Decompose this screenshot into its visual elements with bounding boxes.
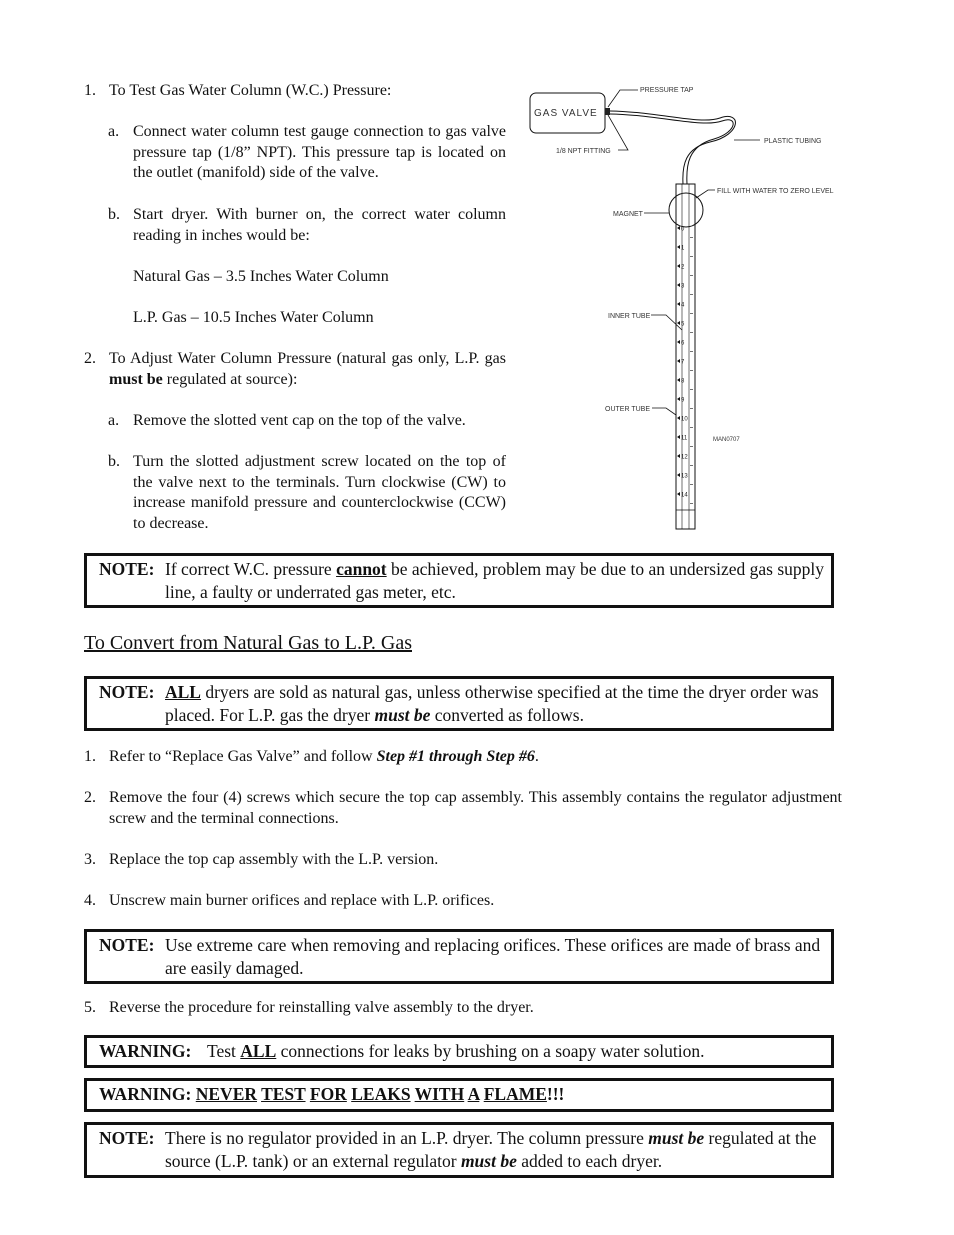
- step-text: Reverse the procedure for reinstalling valve assembly to the dryer.: [109, 999, 534, 1016]
- substep-label: a.: [108, 123, 120, 140]
- lp-gas-reading: L.P. Gas – 10.5 Inches Water Column: [133, 309, 374, 326]
- step-number: 2.: [84, 350, 96, 367]
- note-label: NOTE:: [99, 1128, 155, 1148]
- note-box-3: [84, 929, 834, 984]
- scale-label: 11: [681, 435, 688, 442]
- note-text: ALL dryers are sold as natural gas, unless otherwise specified at the time the dryer order was placed. For L.P. gas the dryer must be converted as follows.: [165, 682, 819, 725]
- step-number: 2.: [84, 789, 96, 806]
- water-column-gauge-diagram: [520, 80, 850, 540]
- note-text: There is no regulator provided in an L.P. dryer. The column pressure must be regulated at the source (L.P. tank) or an external regulator must be added to each dryer.: [165, 1128, 817, 1171]
- scale-arrow: [677, 264, 680, 268]
- scale-arrow: [677, 226, 680, 230]
- scale-arrow: [677, 245, 680, 249]
- substep-label: a.: [108, 412, 120, 429]
- note-label: NOTE:: [99, 559, 155, 579]
- note-text: If correct W.C. pressure cannot be achieved, problem may be due to an undersized gas supply line, a faulty or underrated gas meter, etc.: [165, 559, 824, 602]
- scale-label: 0: [681, 226, 685, 233]
- substep-2b: [108, 452, 506, 536]
- warning-text: Test ALL connections for leaks by brushing on a soapy water solution.: [207, 1041, 705, 1061]
- scale-arrow: [677, 492, 680, 496]
- scale-label: 12: [681, 454, 688, 461]
- substep-1a: [108, 122, 506, 186]
- scale-arrow: [677, 454, 680, 458]
- note-box-2: [84, 676, 834, 731]
- scale-arrow: [677, 416, 680, 420]
- step-number: 1.: [84, 82, 96, 99]
- fill-water-label: FILL WITH WATER TO ZERO LEVEL: [717, 188, 834, 195]
- scale-label: 8: [681, 378, 685, 385]
- note-box-1: [84, 553, 834, 608]
- inner-tube-label: INNER TUBE: [608, 313, 651, 320]
- note-label: NOTE:: [99, 682, 155, 702]
- warning-box-1: [84, 1035, 834, 1068]
- scale-arrow: [677, 378, 680, 382]
- scale-arrow: [677, 283, 680, 287]
- step-text: Unscrew main burner orifices and replace with L.P. orifices.: [109, 892, 495, 909]
- note-box-4: [84, 1122, 834, 1178]
- step-number: 5.: [84, 999, 96, 1016]
- scale-label: 1: [681, 245, 685, 252]
- scale-arrow: [677, 302, 680, 306]
- step-text: To Adjust Water Column Pressure (natural gas only, L.P. gas must be regulated at source):: [109, 350, 506, 388]
- scale-arrow: [677, 397, 680, 401]
- scale-label: 13: [681, 473, 688, 480]
- npt-fitting-label: 1/8 NPT FITTING: [556, 148, 611, 155]
- warning-label: WARNING:: [99, 1084, 192, 1104]
- scale-label: 4: [681, 302, 685, 309]
- step-text: Refer to “Replace Gas Valve” and follow Step #1 through Step #6.: [109, 748, 539, 765]
- natural-gas-reading: Natural Gas – 3.5 Inches Water Column: [133, 268, 389, 285]
- step-number: 1.: [84, 748, 96, 765]
- warning-box-2: [84, 1078, 834, 1112]
- pressure-tap-label: PRESSURE TAP: [640, 87, 694, 94]
- scale-label: 6: [681, 340, 685, 347]
- step-text: Remove the four (4) screws which secure the top cap assembly. This assembly contains the regulator adjustment screw and the terminal connections.: [109, 789, 842, 827]
- warning-label: WARNING:: [99, 1041, 192, 1061]
- step-number: 3.: [84, 851, 96, 868]
- plastic-tubing-label: PLASTIC TUBING: [764, 138, 822, 145]
- note-text: Use extreme care when removing and replacing orifices. These orifices are made of brass and are easily damaged.: [165, 935, 821, 978]
- scale-label: 9: [681, 397, 685, 404]
- scale-arrow: [677, 359, 680, 363]
- scale-label: 3: [681, 283, 685, 290]
- step-2: [84, 349, 506, 393]
- scale-label: 5: [681, 321, 685, 328]
- outer-tube-label: OUTER TUBE: [605, 406, 650, 413]
- substep-text: Start dryer. With burner on, the correct water column reading in inches would be:: [133, 206, 506, 244]
- gauge-scale: [677, 226, 693, 504]
- substep-text: Connect water column test gauge connection to gas valve pressure tap (1/8” NPT). This pressure tap is located on the outlet (manifold) side of the valve.: [133, 123, 506, 181]
- gas-valve-label: GAS VALVE: [534, 108, 598, 119]
- pressure-tap-fitting: [605, 108, 610, 115]
- magnet-label: MAGNET: [613, 211, 643, 218]
- scale-arrow: [677, 321, 680, 325]
- scale-arrow: [677, 435, 680, 439]
- substep-label: b.: [108, 206, 120, 223]
- magnet: [669, 193, 703, 227]
- note-label: NOTE:: [99, 935, 155, 955]
- step-text: To Test Gas Water Column (W.C.) Pressure:: [109, 82, 392, 99]
- substep-text: Remove the slotted vent cap on the top of the valve.: [133, 412, 466, 429]
- step-text: Replace the top cap assembly with the L.P. version.: [109, 851, 439, 868]
- substep-label: b.: [108, 453, 120, 470]
- section-heading: To Convert from Natural Gas to L.P. Gas: [84, 632, 412, 654]
- substep-1b: [108, 205, 506, 249]
- drawing-code: MAN0707: [713, 437, 740, 443]
- step-number: 4.: [84, 892, 96, 909]
- scale-arrow: [677, 473, 680, 477]
- scale-label: 7: [681, 359, 685, 366]
- scale-label: 10: [681, 416, 688, 423]
- scale-label: 2: [681, 264, 685, 271]
- scale-arrow: [677, 340, 680, 344]
- scale-label: 14: [681, 492, 688, 499]
- substep-text: Turn the slotted adjustment screw located on the top of the valve next to the terminals. Turn clockwise (CW) to increase manifold pressure and counterclockwise (CCW) to decrease.: [133, 453, 506, 532]
- warning-text: WARNING: NEVER TEST FOR LEAKS WITH A FLAME!!!: [99, 1084, 565, 1104]
